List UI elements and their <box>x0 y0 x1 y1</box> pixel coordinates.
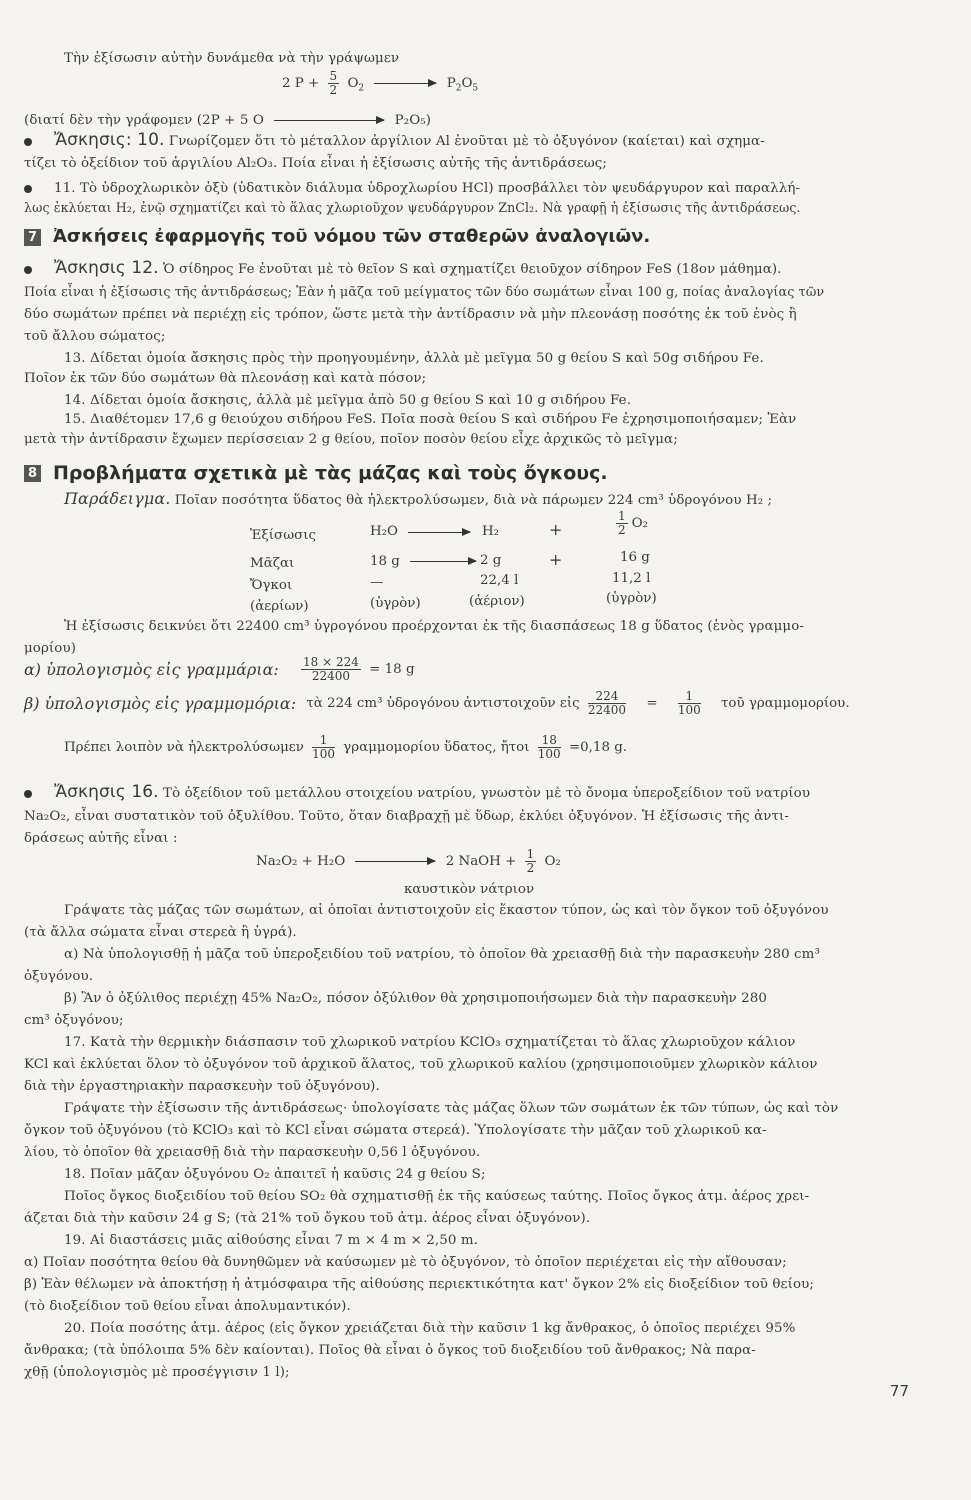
calc-electrolysis-fraction-2 <box>538 734 561 761</box>
eq16-num: 1 <box>526 847 535 861</box>
cell-half-o2 <box>612 510 648 537</box>
exercise-10-text-2: τίζει τὸ ὀξείδιον τοῦ ἀργιλίου Al₂O₃. Ποία εἶναι ἡ ἐξίσωσις αὐτῆς τῆς ἀντιδράσεως; <box>24 156 607 171</box>
cell-mass-h2o: 18 g <box>370 554 400 569</box>
calc-electrolysis-mid: γραμμομορίου ὕδατος, ἤτοι <box>343 740 530 755</box>
eq16-left: Na₂O₂ + H₂O <box>256 854 346 869</box>
eq16-caption: καυστικὸν νάτριον <box>404 882 535 897</box>
calc-moles-n2: 1 <box>678 690 701 704</box>
calc-grams-den: 22400 <box>311 669 351 683</box>
eq16-den: 2 <box>526 861 535 875</box>
half-fraction <box>616 510 628 537</box>
calc-electrolysis-fraction-1 <box>312 734 335 761</box>
cell-state-h2o: (ὑγρὸν) <box>370 596 421 611</box>
cell-state-h2: (ἀέριον) <box>469 594 525 609</box>
arrow-icon <box>410 561 476 562</box>
exercise-17-text-3: διὰ τὴν ἐργαστηριακὴν παρασκευὴν τοῦ ὀξυγόνου). <box>24 1079 380 1094</box>
calc-electrolysis <box>64 734 627 761</box>
calc-electrolysis-n2: 18 <box>538 734 561 748</box>
calc-electrolysis-d2: 100 <box>537 747 561 761</box>
arrow-icon <box>274 120 384 121</box>
row-label-volumes: Ὄγκοι <box>250 578 293 593</box>
exercise-12-text-3: δύο σωμάτων πρέπει νὰ περιέχῃ εἰς τρόπον, ὥστε μετὰ τὴν ἀντίδρασιν νὰ μὴν πλεονάσῃ ποσότης ἐκ τοῦ ἑνὸς ἢ <box>24 307 797 322</box>
exercise-19-note: (τὸ διοξείδιον τοῦ θείου εἶναι ἀπολυμαντικόν). <box>24 1299 351 1314</box>
calc-electrolysis-end: =0,18 g. <box>568 740 628 755</box>
exercise-13-text: 13. Δίδεται ὁμοία ἄσκησις πρὸς τὴν προηγουμένην, ἀλλὰ μὲ μεῖγμα 50 g θείου S καὶ 50g σιδήρου Fe. <box>64 351 764 366</box>
bullet-icon <box>24 790 32 798</box>
cell-h2: H₂ <box>482 524 500 539</box>
eq16-fraction <box>525 848 537 875</box>
exercise-16-part-a-2: ὀξυγόνου. <box>24 969 94 984</box>
section-8-title: Προβλήματα σχετικὰ μὲ τὰς μάζας καὶ τοὺς ὄγκους. <box>53 462 608 484</box>
arrow-icon <box>408 532 470 533</box>
calc-moles-d2: 100 <box>677 703 701 717</box>
exercise-11 <box>24 180 800 197</box>
bullet-icon <box>24 185 32 193</box>
exercise-20-text: 20. Ποία ποσότης ἀτμ. ἀέρος (εἰς ὄγκον χρειάζεται διὰ τὴν καῦσιν 1 kg ἄνθρακος, ὁ ὁποῖος περιέχει 95% <box>64 1321 796 1336</box>
section-7-title: Ἀσκήσεις ἐφαρμογῆς τοῦ νόμου τῶν σταθερῶν ἀναλογιῶν. <box>53 226 651 247</box>
exercise-16-part-b: β) Ἂν ὁ ὀξύλιθος περιέχῃ 45% Na₂O₂, πόσον ὀξύλιθον θὰ χρησιμοποιήσωμεν διὰ τὴν παρασκευὴν 280 <box>64 991 768 1006</box>
exercise-10-text: Γνωρίζομεν ὅτι τὸ μέταλλον ἀργίλιον Al ἑνοῦται μὲ τὸ ὀξυγόνον (καίεται) καὶ σχημα- <box>168 134 765 149</box>
cell-plus-2: + <box>549 550 563 569</box>
exercise-13-text-2: Ποῖον ἐκ τῶν δύο σωμάτων θὰ πλεονάσῃ καὶ κατὰ πόσον; <box>24 371 427 386</box>
section-7-heading <box>24 226 650 247</box>
calc-grams-fraction <box>301 656 361 683</box>
exercise-12-heading: Ἄσκησις 12. <box>54 258 159 278</box>
calc-moles <box>24 690 850 717</box>
calc-electrolysis-text: Πρέπει λοιπὸν νὰ ἠλεκτρολύσωμεν <box>64 740 304 755</box>
row-label-equation: Ἐξίσωσις <box>250 528 316 543</box>
eq1-fraction <box>328 70 340 97</box>
eq1-r1: 2 <box>455 83 462 94</box>
eq1-r2: O <box>461 76 473 91</box>
calc-moles-label: β) ὑπολογισμὸς εἰς γραμμομόρια: <box>24 694 297 713</box>
eq1-o-sub: 2 <box>358 83 365 94</box>
eq1-r3: 5 <box>472 83 479 94</box>
exercise-10-heading: Ἄσκησις: 10. <box>54 130 165 150</box>
example-label: Παράδειγμα. <box>64 489 171 508</box>
calc-moles-text: τὰ 224 cm³ ὑδρογόνου ἀντιστοιχοῦν εἰς <box>306 696 580 711</box>
exercise-12-text: Ὁ σίδηρος Fe ἑνοῦται μὲ τὸ θεῖον S καὶ σχηματίζει θειοῦχον σίδηρον FeS (18ον μάθημα). <box>163 262 782 277</box>
exercise-12-text-2: Ποία εἶναι ἡ ἐξίσωσις τῆς ἀντιδράσεως; Ἐὰν ἡ μᾶζα τοῦ μείγματος τῶν δύο σωμάτων εἶναι 100 g, ποίας ἀναλογίας τῶν <box>24 285 825 300</box>
exercise-16-instructions-2: (τὰ ἄλλα σώματα εἶναι στερεὰ ἢ ὑγρά). <box>24 925 297 940</box>
exercise-19-part-b: β) Ἐὰν θέλωμεν νὰ ἀποκτήσῃ ἡ ἀτμόσφαιρα τῆς αἰθούσης περιεκτικότητα κατ' ὄγκον 2% εἰς διοξείδιον τοῦ θείου; <box>24 1277 814 1292</box>
cell-mass-o2: 16 g <box>620 550 650 565</box>
cell-plus: + <box>549 520 563 539</box>
exercise-18-text-2: Ποῖος ὄγκος διοξειδίου τοῦ θείου SO₂ θὰ σχηματισθῇ ἐκ τῆς καύσεως ταύτης. Ποῖος ὄγκος ἀτμ. ἀέρος χρει- <box>64 1189 810 1204</box>
cell-vol-h2: 22,4 l <box>480 573 519 588</box>
exercise-12 <box>24 260 782 278</box>
exercise-16-instructions: Γράψατε τὰς μάζας τῶν σωμάτων, αἱ ὁποῖαι ἀντιστοιχοῦν εἰς ἕκαστον τύπον, ὡς καὶ τὸν ὄγκον τοῦ ὀξυγόνου <box>64 903 829 918</box>
eq1-den: 2 <box>329 83 338 97</box>
exercise-17-text-4: Γράψατε τὴν ἐξίσωσιν τῆς ἀντιδράσεως· ὑπολογίσατε τὰς μάζας ὅλων τῶν σωμάτων ἐκ τῶν τύπων, ὡς καὶ τὸν <box>64 1101 839 1116</box>
section-8-number: 8 <box>24 465 41 482</box>
equation-na2o2 <box>256 848 561 875</box>
arrow-icon <box>355 861 435 862</box>
half-den: 2 <box>618 523 626 537</box>
cell-state-o2: (ὑγρὸν) <box>606 591 657 606</box>
paragraph-equation-shows-2: μορίου) <box>24 641 77 656</box>
cell-mass-h2: 2 g <box>480 553 502 568</box>
calc-grams-result: = 18 g <box>369 662 415 677</box>
cell-vol-o2: 11,2 l <box>612 571 651 586</box>
exercise-16-text: Τὸ ὀξείδιον τοῦ μετάλλου στοιχείου νατρίου, γνωστὸν μὲ τὸ ὄνομα ὑπεροξείδιον τοῦ νατρίου <box>163 786 811 801</box>
exercise-15-text: 15. Διαθέτομεν 17,6 g θειούχου σιδήρου FeS. Ποῖα ποσὰ θείου S καὶ σιδήρου Fe ἐχρησιμοποιήσαμεν; Ἐὰν <box>64 412 797 427</box>
example-line <box>64 490 772 509</box>
cell-vol-h2o: — <box>370 575 384 590</box>
equation-p2o5 <box>282 70 478 97</box>
calc-moles-fraction-1 <box>588 690 626 717</box>
why-line <box>24 112 431 129</box>
exercise-16-text-2: Na₂O₂, εἶναι συστατικὸν τοῦ ὀξυλίθου. Τοῦτο, ὅταν διαβραχῇ μὲ ὕδωρ, ἐκλύει ὀξυγόνον. Ἡ ἐξίσωσις τῆς ἀντι- <box>24 809 789 824</box>
exercise-14-text: 14. Δίδεται ὁμοία ἄσκησις, ἀλλὰ μὲ μεῖγμα ἀπὸ 50 g θείου S καὶ 10 g σιδήρου Fe. <box>64 393 632 408</box>
exercise-11-text: 11. Τὸ ὑδροχλωρικὸν ὀξὺ (ὑδατικὸν διάλυμα ὑδροχλωρίου HCl) προσβάλλει τὸν ψευδάργυρον καὶ παραλλή- <box>54 181 801 196</box>
eq1-left: 2 P + <box>282 76 320 91</box>
cell-o2: O₂ <box>631 516 648 531</box>
calc-moles-fraction-2 <box>678 690 701 717</box>
exercise-15-text-2: μετὰ τὴν ἀντίδρασιν ἔχωμεν περίσσειαν 2 g θείου, ποῖον ποσὸν θείου εἶχε ἀρχικῶς τὸ μεῖγμα; <box>24 432 678 447</box>
calc-moles-eq: = <box>646 696 658 711</box>
bullet-icon <box>24 266 32 274</box>
calc-moles-n1: 224 <box>588 690 626 704</box>
eq16-o2: O₂ <box>544 854 561 869</box>
exercise-17-text-6: λίου, τὸ ὁποῖον θὰ χρειασθῇ διὰ τὴν παρασκευὴν 0,56 l ὀξυγόνου. <box>24 1145 481 1160</box>
calc-grams <box>24 656 415 683</box>
calc-electrolysis-d1: 100 <box>312 747 336 761</box>
exercise-12-text-4: τοῦ ἄλλου σώματος; <box>24 329 166 344</box>
eq1-p: P <box>446 76 456 91</box>
bullet-icon <box>24 138 32 146</box>
cell-h2o: H₂O <box>370 524 399 539</box>
exercise-11-text-2: λως ἐκλύεται H₂, ἐνῷ σχηματίζει καὶ τὸ ἅλας χλωριοῦχον ψευδάργυρον ZnCl₂. Νὰ γραφῇ ἡ ἐξίσωσις τῆς ἀντιδράσεως. <box>24 200 801 215</box>
exercise-19-text: 19. Αἱ διαστάσεις μιᾶς αἰθούσης εἶναι 7 m × 4 m × 2,50 m. <box>64 1233 479 1248</box>
half-num: 1 <box>618 509 626 523</box>
intro-line: Τὴν ἐξίσωσιν αὐτὴν δυνάμεθα νὰ τὴν γράψωμεν <box>64 51 400 66</box>
paragraph-equation-shows: Ἡ ἐξίσωσις δεικνύει ὅτι 22400 cm³ ὑγρογόνου προέρχονται ἐκ τῆς διασπάσεως 18 g ὕδατος (ἑνὸς γραμμο- <box>64 619 804 634</box>
calc-moles-end: τοῦ γραμμομορίου. <box>720 696 850 711</box>
why-product: P₂O₅) <box>394 113 432 128</box>
calc-grams-num: 18 × 224 <box>303 655 359 669</box>
eq1-o: O <box>347 76 359 91</box>
exercise-17-text-2: KCl καὶ ἐκλύεται ὅλον τὸ ὀξυγόνον τοῦ ἀρχικοῦ ἅλατος, τοῦ χλωρικοῦ καλίου (χρησιμοποιοῦμεν χλωρικὸν κάλιον <box>24 1057 818 1072</box>
exercise-16-part-a: α) Νὰ ὑπολογισθῇ ἡ μᾶζα τοῦ ὑπεροξειδίου τοῦ νατρίου, τὸ ὁποῖον θὰ χρειασθῇ διὰ τὴν παρασκευὴν 280 cm³ <box>64 947 820 962</box>
arrow-icon <box>374 83 436 84</box>
calc-electrolysis-n1: 1 <box>312 734 335 748</box>
exercise-18-text: 18. Ποῖαν μᾶζαν ὀξυγόνου O₂ ἀπαιτεῖ ἡ καῦσις 24 g θείου S; <box>64 1167 486 1182</box>
calc-grams-label: α) ὑπολογισμὸς εἰς γραμμάρια: <box>24 660 279 679</box>
exercise-19-part-a: α) Ποῖαν ποσότητα θείου θὰ δυνηθῶμεν νὰ καύσωμεν μὲ τὸ ὀξυγόνον, τὸ ὁποῖον περιέχεται εἰς τὴν αἴθουσαν; <box>24 1255 787 1270</box>
exercise-18-text-3: άζεται διὰ τὴν καῦσιν 24 g S; (τὰ 21% τοῦ ὄγκου τοῦ ἀτμ. ἀέρος εἶναι ὀξυγόνον). <box>24 1211 591 1226</box>
exercise-20-text-3: χθῇ (ὑπολογισμὸς μὲ προσέγγισιν 1 l); <box>24 1365 290 1380</box>
section-7-number: 7 <box>24 229 41 246</box>
exercise-20-text-2: ἄνθρακα; (τὰ ὑπόλοιπα 5% δὲν καίονται). Ποῖος θὰ εἶναι ὁ ὄγκος τοῦ διοξειδίου τοῦ ἄνθρακος; Νὰ παρα- <box>24 1343 756 1358</box>
section-8-heading <box>24 462 608 484</box>
page-number: 77 <box>889 1382 909 1400</box>
row-label-gases: (ἀερίων) <box>250 599 309 614</box>
exercise-16-text-3: δράσεως αὐτῆς εἶναι : <box>24 831 178 846</box>
exercise-16 <box>24 784 810 802</box>
exercise-16-part-b-2: cm³ ὀξυγόνου; <box>24 1013 124 1028</box>
eq16-right: 2 NaOH + <box>445 854 517 869</box>
exercise-10 <box>24 132 765 150</box>
exercise-17-text-5: ὄγκον τοῦ ὀξυγόνου (τὸ KClO₃ καὶ τὸ KCl εἶναι σώματα στερεά). Ὑπολογίσατε τὴν μᾶζαν τοῦ χλωρικοῦ κα- <box>24 1123 767 1138</box>
example-text: Ποῖαν ποσότητα ὕδατος θὰ ἠλεκτρολύσωμεν, διὰ νὰ πάρωμεν 224 cm³ ὑδρογόνου H₂ ; <box>174 493 773 508</box>
row-label-masses: Μᾶζαι <box>250 556 295 571</box>
exercise-16-heading: Ἄσκησις 16. <box>54 782 159 802</box>
why-text: (διατί δὲν τὴν γράφομεν (2P + 5 O <box>24 113 264 128</box>
eq1-num: 5 <box>329 69 338 83</box>
calc-moles-d1: 22400 <box>587 703 627 717</box>
exercise-17-text: 17. Κατὰ τὴν θερμικὴν διάσπασιν τοῦ χλωρικοῦ νατρίου KClO₃ σχηματίζεται τὸ ἅλας χλωριοῦχον κάλιον <box>64 1035 796 1050</box>
